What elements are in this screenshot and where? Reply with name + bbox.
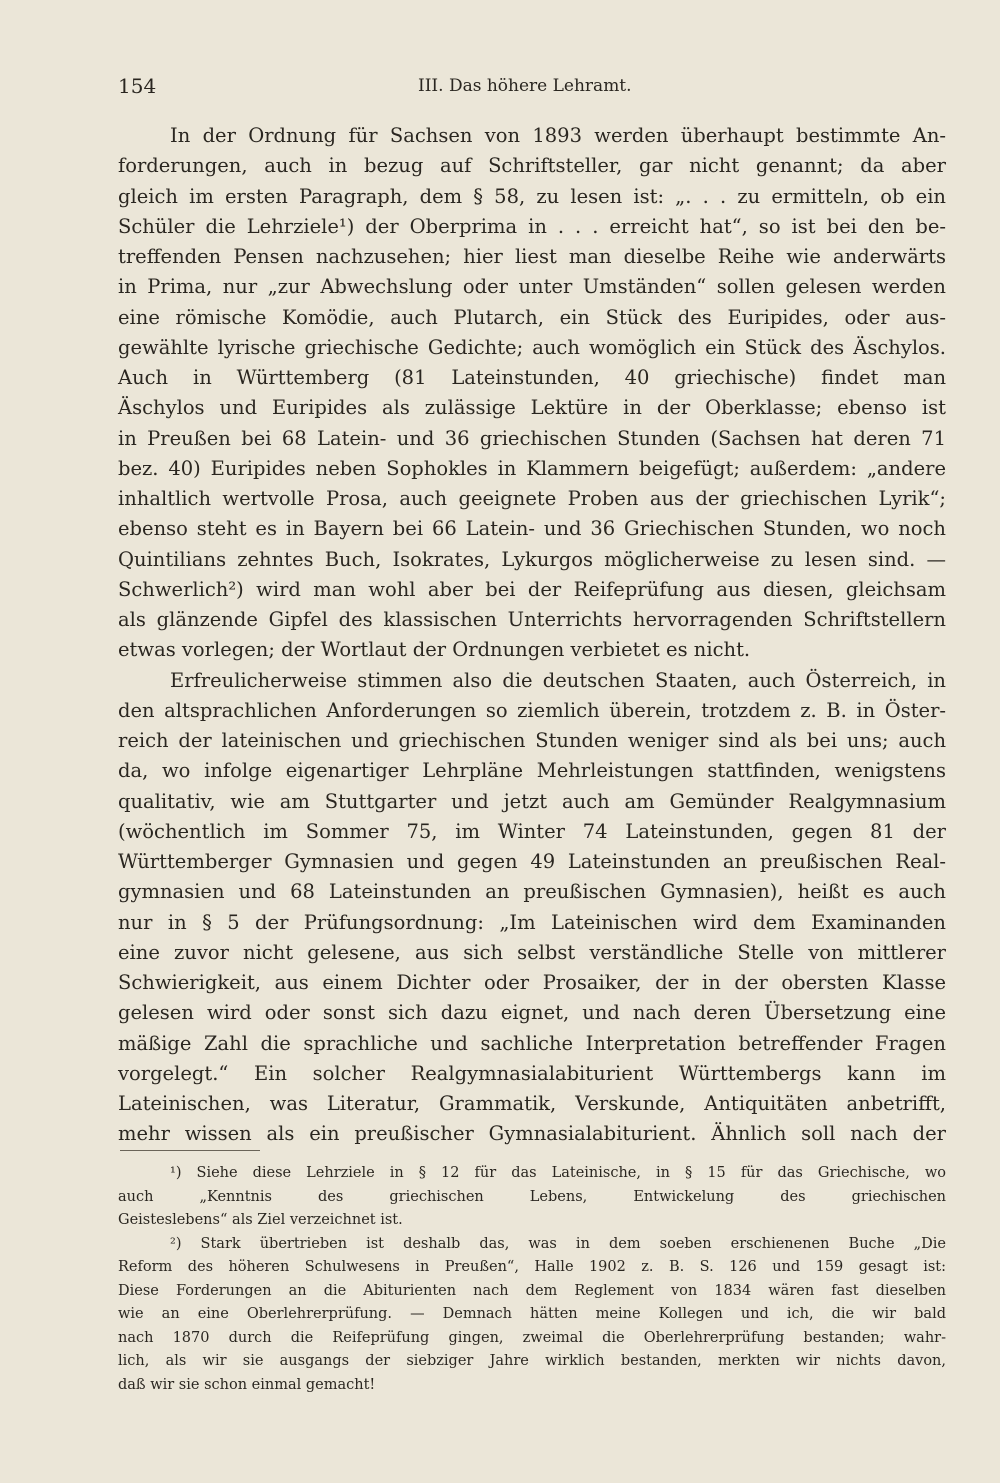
footnote-line: Reform des höheren Schulwesens in Preußen“, Halle 1902 z. B. S. 126 und 159 gesagt ist: [118, 1259, 946, 1275]
text-line: gleich im ersten Paragraph, dem § 58, zu lesen ist: „. . . zu ermitteln, ob ein [118, 184, 946, 208]
text-line: den altsprachlichen Anforderungen so ziemlich überein, trotzdem z. B. in Öster- [118, 698, 946, 722]
page-header [118, 74, 946, 98]
text-line: gewählte lyrische griechische Gedichte; auch womöglich ein Stück des Äschylos. [118, 335, 946, 359]
text-line: Schwerlich²) wird man wohl aber bei der Reifeprüfung aus diesen, gleichsam [118, 577, 946, 601]
footnote-line: ¹) Siehe diese Lehrziele in § 12 für das Lateinische, in § 15 für das Griechische, wo [170, 1165, 946, 1181]
text-line: reich der lateinischen und griechischen Stunden weniger sind als bei uns; auch [118, 729, 946, 752]
text-line: in Prima, nur „zur Abwechslung oder unter Umständen“ sollen gelesen werden [118, 275, 946, 299]
text-line: gymnasien und 68 Lateinstunden an preußischen Gymnasien), heißt es auch [118, 880, 946, 904]
footnote-line: ²) Stark übertrieben ist deshalb das, was in dem soeben erschienenen Buche „Die [170, 1235, 946, 1252]
footnote-line: lich, als wir sie ausgangs der siebziger Jahre wirklich bestanden, merkten wir nichts davon, [118, 1353, 946, 1369]
text-line: da, wo infolge eigenartiger Lehrpläne Mehrleistungen stattfinden, wenigstens [118, 759, 946, 783]
text-line: Quintilians zehntes Buch, Isokrates, Lykurgos möglicherweise zu lesen sind. — [118, 547, 946, 571]
footnote-line: Diese Forderungen an die Abiturienten nach dem Reglement von 1834 wären fast dieselben [118, 1282, 946, 1299]
text-line: etwas vorlegen; der Wortlaut der Ordnungen verbietet es nicht. [118, 638, 751, 662]
text-line: (wöchentlich im Sommer 75, im Winter 74 Lateinstunden, gegen 81 der [118, 819, 946, 843]
footnote-line: Geisteslebens“ als Ziel verzeichnet ist. [118, 1212, 403, 1228]
text-line: Württemberger Gymnasien und gegen 49 Lateinstunden an preußischen Real- [118, 850, 946, 873]
text-line: Erfreulicherweise stimmen also die deutschen Staaten, auch Österreich, in [170, 668, 946, 692]
text-line: bez. 40) Euripides neben Sophokles in Klammern beigefügt; außerdem: „andere [118, 456, 946, 480]
text-line: in Preußen bei 68 Latein- und 36 griechischen Stunden (Sachsen hat deren 71 [118, 426, 946, 450]
text-line: Äschylos und Euripides als zulässige Lektüre in der Oberklasse; ebenso ist [118, 396, 946, 420]
text-line: Schwierigkeit, aus einem Dichter oder Prosaiker, der in der obersten Klasse [118, 971, 946, 994]
main-text [118, 121, 946, 1150]
footnote-line: daß wir sie schon einmal gemacht! [118, 1376, 376, 1393]
running-head: III. Das höhere Lehramt. [418, 76, 632, 96]
footnote-divider [120, 1150, 260, 1151]
footnote-line: auch „Kenntnis des griechischen Lebens, Entwickelung des griechischen [118, 1188, 946, 1205]
footnote-line: wie an eine Oberlehrerprüfung. — Demnach hätten meine Kollegen und ich, die wir bald [118, 1306, 946, 1322]
text-line: eine römische Komödie, auch Plutarch, ein Stück des Euripides, oder aus- [118, 305, 946, 329]
footnote-line: nach 1870 durch die Reifeprüfung gingen, zweimal die Oberlehrerprüfung bestanden; wahr- [118, 1329, 946, 1346]
text-line: mäßige Zahl die sprachliche und sachliche Interpretation betreffender Fragen [118, 1031, 946, 1055]
text-line: Lateinischen, was Literatur, Grammatik, Verskunde, Antiquitäten anbetrifft, [118, 1092, 946, 1115]
text-line: eine zuvor nicht gelesene, aus sich selbst verständliche Stelle von mittlerer [118, 940, 946, 964]
text-line: als glänzende Gipfel des klassischen Unterrichts hervorragenden Schriftstellern [118, 608, 946, 631]
text-line: Auch in Württemberg (81 Lateinstunden, 40 griechische) findet man [118, 366, 946, 389]
text-line: forderungen, auch in bezug auf Schriftsteller, gar nicht genannt; da aber [118, 154, 946, 178]
text-line: vorgelegt.“ Ein solcher Realgymnasialabiturient Württembergs kann im [118, 1061, 946, 1085]
text-line: ebenso steht es in Bayern bei 66 Latein- und 36 Griechischen Stunden, wo noch [118, 517, 946, 541]
text-line: treffenden Pensen nachzusehen; hier liest man dieselbe Reihe wie anderwärts [118, 245, 946, 268]
page-number: 154 [118, 74, 157, 98]
text-line: gelesen wird oder sonst sich dazu eignet, und nach deren Übersetzung eine [118, 1001, 946, 1025]
footnotes [118, 1162, 946, 1397]
text-line: qualitativ, wie am Stuttgarter und jetzt auch am Gemünder Realgymnasium [118, 789, 946, 813]
text-line: In der Ordnung für Sachsen von 1893 werden überhaupt bestimmte An- [170, 124, 946, 147]
text-line: nur in § 5 der Prüfungsordnung: „Im Lateinischen wird dem Examinanden [118, 910, 946, 934]
text-line: Schüler die Lehrziele¹) der Oberprima in . . . erreicht hat“, so ist bei den be- [118, 214, 946, 238]
text-line: inhaltlich wertvolle Prosa, auch geeignete Proben aus der griechischen Lyrik“; [118, 487, 946, 510]
text-line: mehr wissen als ein preußischer Gymnasialabiturient. Ähnlich soll nach der [118, 1122, 946, 1146]
